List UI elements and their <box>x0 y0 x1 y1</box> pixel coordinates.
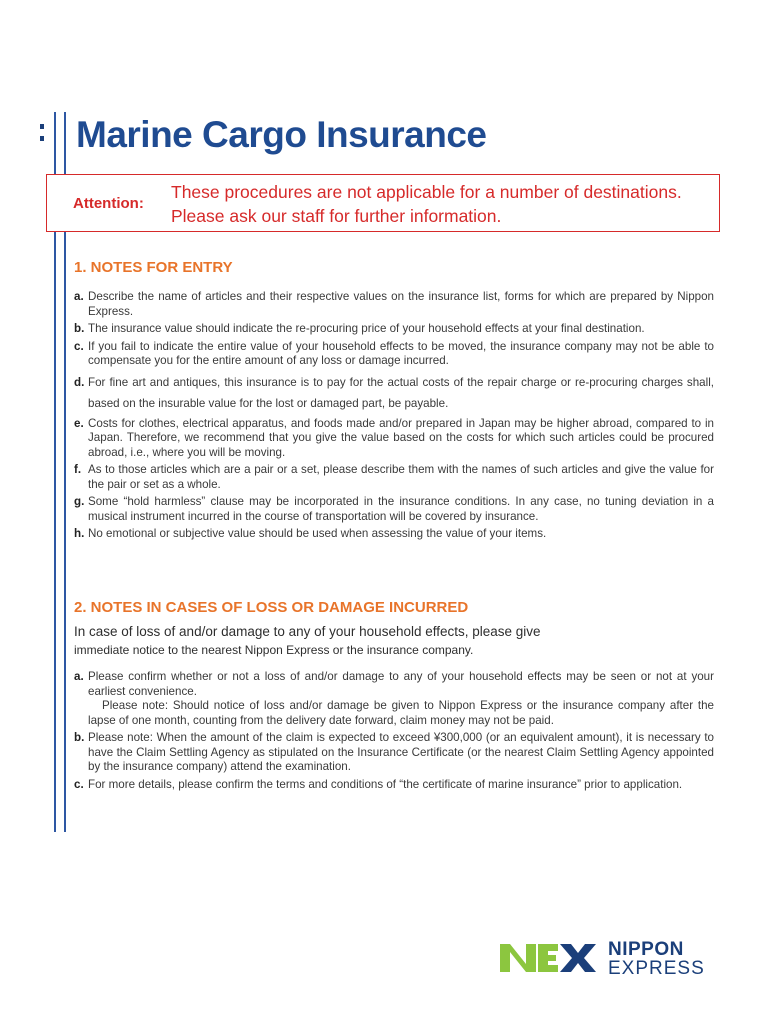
logo-line-1: NIPPON <box>608 939 684 960</box>
list-item <box>74 731 714 775</box>
list-item <box>74 290 714 319</box>
item-text: For fine art and antiques, this insurance is to pay for the actual costs of the repair charge or re-procuring charges shall, based on the insurable value for the lost or damaged part, be payable. <box>88 375 714 410</box>
list-item <box>74 340 714 369</box>
item-text: For more details, please confirm the terms and conditions of “the certificate of marine insurance” prior to application. <box>88 777 683 791</box>
list-item <box>74 417 714 461</box>
item-letter: h. <box>74 527 85 540</box>
item-letter: a. <box>74 670 84 683</box>
nx-logo-mark-icon <box>500 940 604 976</box>
logo-wordmark <box>608 940 705 978</box>
item-note: Please note: Should notice of loss and/or damage be given to Nippon Express or the insurance company after the lapse of one month, counting from the delivery date forward, claim money may not be paid. <box>88 699 714 727</box>
side-mark-dot <box>40 124 44 129</box>
section2-intro <box>74 622 634 660</box>
item-letter: a. <box>74 290 84 303</box>
list-item <box>74 778 714 793</box>
loss-damage-list <box>74 670 714 795</box>
item-text: As to those articles which are a pair or a set, please describe them with the names of such articles and give the value for the pair or set as a whole. <box>88 463 714 491</box>
list-item <box>74 495 714 524</box>
item-text: Some “hold harmless” clause may be incorporated in the insurance conditions. In any case, no tuning deviation in a musical instrument incurred in the course of transportation will be covered by insurance. <box>88 495 714 523</box>
item-letter: c. <box>74 339 84 353</box>
item-text: Please confirm whether or not a loss of and/or damage to any of your household effects may be seen or not at your earliest convenience. <box>88 670 714 698</box>
list-item <box>74 527 714 542</box>
notes-for-entry-list <box>74 290 714 545</box>
item-text: No emotional or subjective value should be used when assessing the value of your items. <box>88 527 547 540</box>
item-letter: g. <box>74 495 85 508</box>
item-text: Please note: When the amount of the claim is expected to exceed ¥300,000 (or an equivalent amount), it is necessary to have the Claim Settling Agency as stipulated on the Insurance Certificate (or the nearest Claim Settling Agency appointed by the insurance company) attend the examination. <box>88 731 714 773</box>
section-heading-loss-or-damage: 2. NOTES IN CASES OF LOSS OR DAMAGE INCURRED <box>74 599 469 616</box>
item-letter: c. <box>74 777 84 791</box>
list-item <box>74 463 714 492</box>
attention-line-1: These procedures are not applicable for a number of destinations. <box>171 182 682 202</box>
page-title: Marine Cargo Insurance <box>76 114 487 155</box>
item-letter: e. <box>74 416 84 430</box>
logo-line-2: EXPRESS <box>608 958 705 979</box>
attention-label: Attention: <box>73 195 144 212</box>
intro-line-1: In case of loss of and/or damage to any of your household effects, please give <box>74 624 541 639</box>
section-heading-notes-for-entry: 1. NOTES FOR ENTRY <box>74 259 233 276</box>
intro-line-2: immediate notice to the nearest Nippon Express or the insurance company. <box>74 643 474 657</box>
item-text: Describe the name of articles and their respective values on the insurance list, forms for which are prepared by Nippon Express. <box>88 290 714 318</box>
item-text: The insurance value should indicate the re-procuring price of your household effects at your final destination. <box>88 322 645 335</box>
item-text: Costs for clothes, electrical apparatus, and foods made and/or prepared in Japan may be higher abroad, compared to in Japan. Therefore, we recommend that you give the value based on the costs for which such articles could be procured abroad, i.e., where you will be moving. <box>88 416 714 459</box>
list-item <box>74 670 714 728</box>
item-text: If you fail to indicate the entire value of your household effects to be moved, the insurance company may not be able to compensate you for the entire amount of any loss or damage incurred. <box>88 339 714 367</box>
list-item <box>74 372 714 414</box>
item-letter: f. <box>74 463 82 476</box>
item-letter: b. <box>74 322 85 335</box>
item-letter: d. <box>74 375 85 389</box>
side-mark-dot <box>40 136 44 141</box>
attention-line-2: Please ask our staff for further information. <box>171 206 502 226</box>
nippon-express-logo <box>500 940 720 980</box>
item-letter: b. <box>74 731 85 744</box>
attention-box <box>46 174 720 232</box>
attention-text <box>171 180 682 228</box>
list-item <box>74 322 714 337</box>
